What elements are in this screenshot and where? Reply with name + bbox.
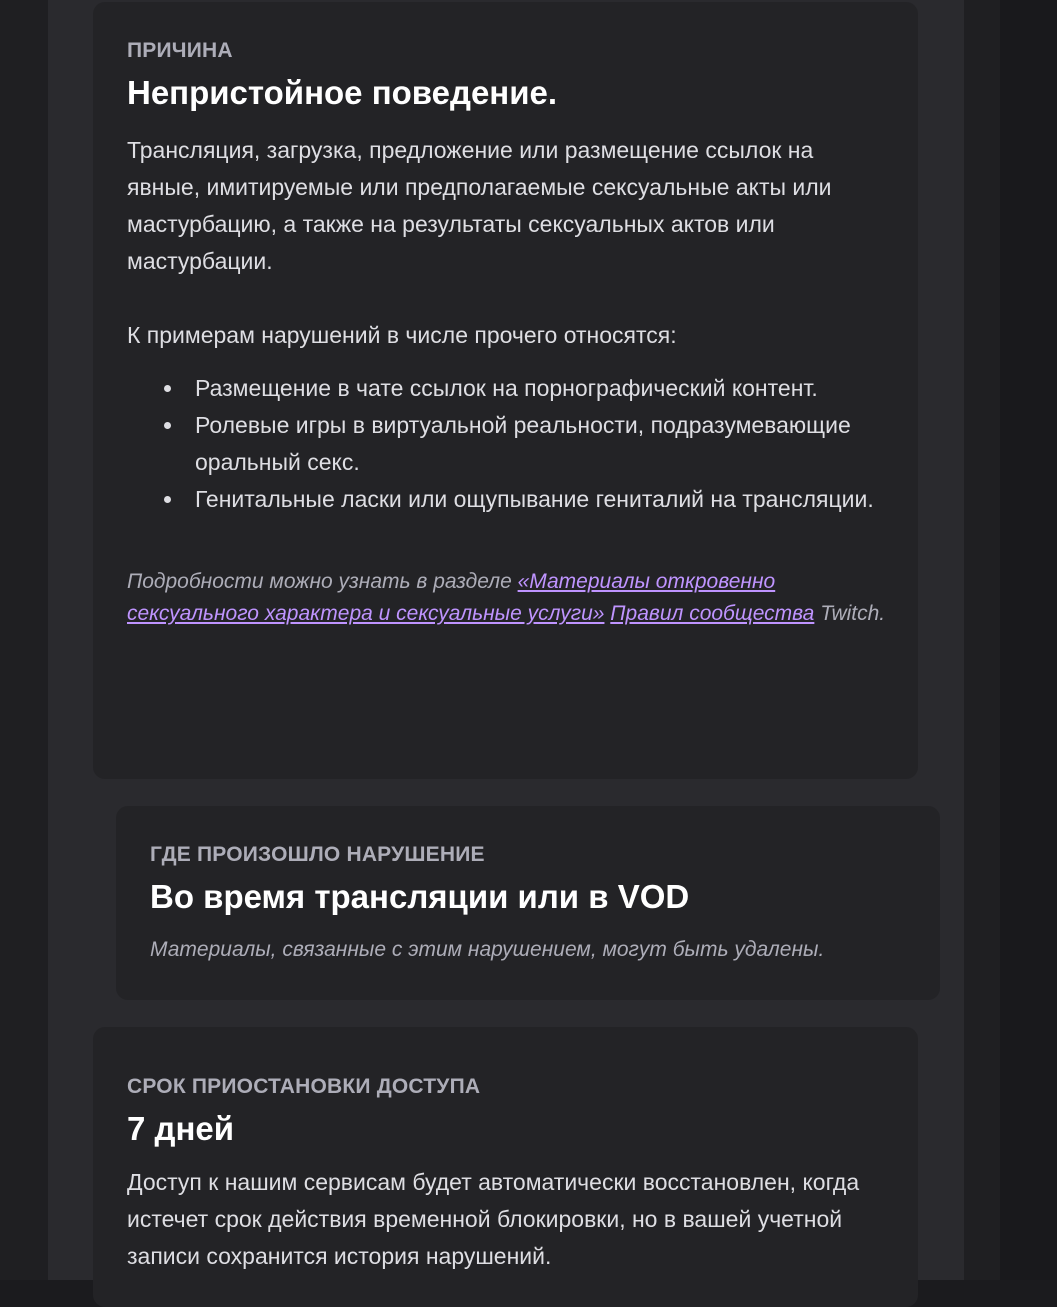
location-title: Во время трансляции или в VOD xyxy=(150,878,690,915)
background-band-left xyxy=(0,0,48,1280)
community-guidelines-link[interactable]: Правил сообщества xyxy=(610,602,815,625)
reason-title: Непристойное поведение. xyxy=(127,74,558,111)
list-item: Генитальные ласки или ощупывание гениталий на трансляции. xyxy=(195,481,875,518)
location-card xyxy=(116,806,940,1000)
explicit-content-section-link[interactable]: «Материалы откровенно сексуального характера и сексуальные услуги» xyxy=(127,570,776,625)
location-label: ГДЕ ПРОИЗОШЛО НАРУШЕНИЕ xyxy=(150,843,485,866)
background-band-right xyxy=(964,0,1000,1280)
list-item: Ролевые игры в виртуальной реальности, подразумевающие оральный секс. xyxy=(195,407,875,481)
guidelines-note xyxy=(127,566,887,630)
duration-label: СРОК ПРИОСТАНОВКИ ДОСТУПА xyxy=(127,1075,481,1098)
duration-title: 7 дней xyxy=(127,1110,235,1147)
note-prefix: Подробности можно узнать в разделе xyxy=(127,570,518,593)
examples-list xyxy=(127,370,875,518)
list-item: Размещение в чате ссылок на порнографический контент. xyxy=(195,370,875,407)
duration-description: Доступ к нашим сервисам будет автоматически восстановлен, когда истечет срок действия временной блокировки, но в вашей учетной записи сохранится история нарушений. xyxy=(127,1169,860,1269)
background-edge-right xyxy=(1000,0,1057,1280)
note-suffix: Twitch. xyxy=(814,602,886,625)
suspension-duration-card xyxy=(93,1027,918,1307)
reason-card xyxy=(93,2,918,779)
reason-label: ПРИЧИНА xyxy=(127,39,233,62)
reason-description: Трансляция, загрузка, предложение или размещение ссылок на явные, имитируемые или предполагаемые сексуальные акты или мастурбацию, а также на результаты сексуальных актов или мастурбации. xyxy=(127,137,832,274)
location-note: Материалы, связанные с этим нарушением, могут быть удалены. xyxy=(150,938,825,961)
examples-intro: К примерам нарушений в числе прочего относятся: xyxy=(127,322,677,348)
